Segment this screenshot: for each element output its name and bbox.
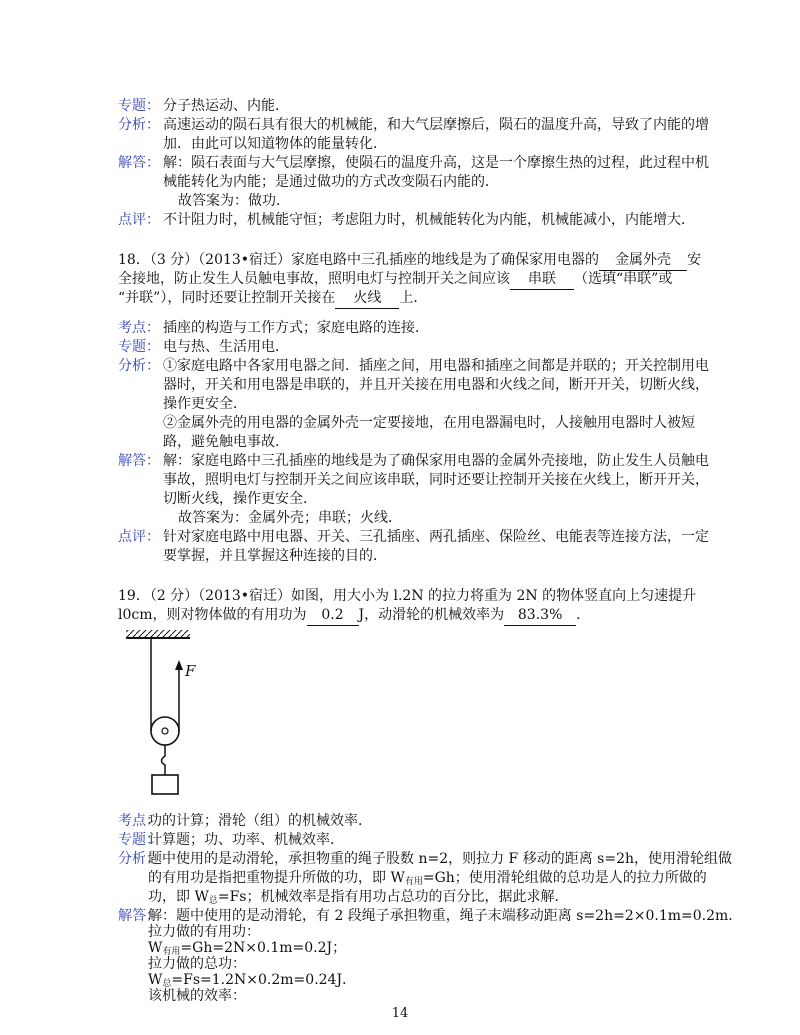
q19-answer-text: 该机械的效率： [148,988,246,1004]
q19-topic-text: 计算题；功、功率、机械效率． [148,832,344,848]
q19-answer-line: 解：题中使用的是动滑轮，有 2 段绳子承担物重，绳子末端移动距离 s=2h=2×0.1m=0.2m． [148,908,743,924]
pulley-axle [162,728,168,734]
q19-answer-text: =Fs=1.2N×0.2m=0.24J． [171,972,357,988]
q19-answer-text: =Gh=2N×0.1m=0.2J； [180,940,347,956]
q18-analysis-line: 操作更安全． [163,396,247,412]
q19-stem-text: J，动滑轮的机械效率为 [358,607,505,623]
q18-analysis-line: 路，避免触电事故． [163,434,289,450]
subscript-total: 总 [162,979,172,989]
page-number: 14 [391,1006,409,1021]
q17-answer-line: 解：陨石表面与大气层摩擦，使陨石的温度升高，这是一个摩擦生热的过程，此过程中机 [163,155,709,171]
q18-answer-blank-3: 火线 [335,288,399,309]
q19-kaodian-text: 功的计算；滑轮（组）的机械效率． [148,813,372,829]
q19-stem-text: l0cm，则对物体做的有用功为 [118,607,307,623]
q19-analysis-text: =Fs；机械效率是指有用功占总功的百分比，据此求解． [217,889,569,905]
q18-answer-line: 事故，照明电灯与控制开关之间应该串联，同时还要让控制开关接在火线上，断开开关， [163,472,709,488]
q18-kaodian-text: 插座的构造与工作方式；家庭电路的连接． [163,320,429,336]
q17-topic-text: 分子热运动、内能． [163,98,289,114]
q19-analysis-line: 题中使用的是动滑轮，承担物重的绳子股数 n=2，则拉力 F 移动的距离 s=2h，使用滑轮组做 [148,851,733,867]
q19-answer-text: W [148,972,163,988]
q18-topic-label: 专题： [118,339,160,355]
q18-topic-text: 电与热、生活用电． [163,339,289,355]
q18-stem-line-2 [118,269,672,290]
q19-analysis-text: 的有用功是指把重物提升所做的功，即 W [148,870,405,886]
q19-answer-label: 解答： [118,908,160,924]
q18-review-line: 针对家庭电路中用电器、开关、三孔插座、两孔插座、保险丝、电能表等连接方法，一定 [163,529,709,545]
q18-stem-text: 安 [687,252,702,268]
q18-answer-blank-2: 串联 [510,269,574,290]
q17-analysis-line: 加．由此可以知道物体的能量转化． [163,136,387,152]
q19-answer-line: 拉力做的有用功： [148,924,260,940]
q19-answer-text: W [148,940,163,956]
q18-review-line: 要掌握，并且掌握这种连接的目的． [163,548,387,564]
q18-review-label: 点评： [118,529,160,545]
q17-answer-line: 械能转化为内能；是通过做功的方式改变陨石内能的． [163,174,499,190]
q18-stem-text: 上． [399,290,428,306]
force-label: F [185,662,196,680]
subscript-useful: 有用 [404,877,423,887]
hanging-weight [152,775,178,794]
subscript-total: 总 [208,896,218,906]
q18-answer-line: 解：家庭电路中三孔插座的地线是为了确保家用电器的金属外壳接地，防止发生人员触电 [163,453,709,469]
q19-answer-blank-1: 0.2 [307,605,359,626]
q18-stem-text: 18．（3 分）（2013•宿迁）家庭电路中三孔插座的地线是为了确保家用电器的 [118,252,600,268]
q18-stem-text: “并联”），同时还要让控制开关接在 [118,290,336,306]
force-arrow-head [175,660,183,670]
pulley-hook [162,745,166,775]
q18-answer-line: 故答案为：金属外壳；串联；火线． [178,510,402,526]
q19-analysis-text: =Gh；使用滑轮组做的总功是人的拉力所做的 [422,870,707,886]
q19-stem-text: ． [576,607,591,623]
q18-answer-blank-1: 金属外壳 [599,250,687,271]
q17-review-text: 不计阻力时，机械能守恒；考虑阻力时，机械能转化为内能，机械能减小，内能增大． [163,212,695,228]
q17-answer-line: 故答案为：做功． [178,193,290,209]
q18-answer-line: 切断火线，操作更安全． [163,491,317,507]
q17-analysis-line: 高速运动的陨石具有很大的机械能，和大气层摩擦后，陨石的温度升高，导致了内能的增 [163,117,709,133]
q17-topic-label: 专题： [118,98,160,114]
q18-analysis-line: ②金属外壳的用电器的金属外壳一定要接地，在用电器漏电时，人接触用电器时人被短 [163,415,695,431]
q19-answer-line [148,986,246,1006]
ceiling-hatch [126,630,190,638]
q18-stem-line-1 [118,250,701,271]
q18-stem-line-3 [118,288,427,309]
q18-answer-label: 解答： [118,453,160,469]
q18-analysis-label: 分析： [118,358,160,374]
q19-analysis-text: 功，即 W [148,889,209,905]
q18-analysis-line: 器时，开关和用电器是串联的，并且开关接在用电器和火线之间，断开开关，切断火线， [163,377,709,393]
subscript-useful: 有用 [162,947,181,957]
q19-stem-line-2 [118,605,590,626]
q19-stem-line-1: 19．（2 分）（2013•宿迁）如图，用大小为 l.2N 的拉力将重为 2N 的物体竖直向上匀速提升 [118,588,697,604]
q19-topic-label: 专题： [118,832,160,848]
q17-review-label: 点评： [118,212,160,228]
q17-analysis-label: 分析： [118,117,160,133]
q19-analysis-label: 分析： [118,851,160,867]
q17-answer-label: 解答： [118,155,160,171]
q19-answer-text: 拉力做的总功： [148,956,246,972]
q19-kaodian-label: 考点： [118,813,160,829]
pulley-diagram [118,628,228,796]
q18-analysis-line: ①家庭电路中各家用电器之间．插座之间，用电器和插座之间都是并联的；开关控制用电 [163,358,709,374]
q18-stem-text: （选填“串联”或 [574,271,673,287]
q18-kaodian-label: 考点： [118,320,160,336]
q19-answer-blank-2: 83.3% [504,605,576,626]
q18-stem-text: 全接地，防止发生人员触电事故，照明电灯与控制开关之间应该 [118,271,510,287]
